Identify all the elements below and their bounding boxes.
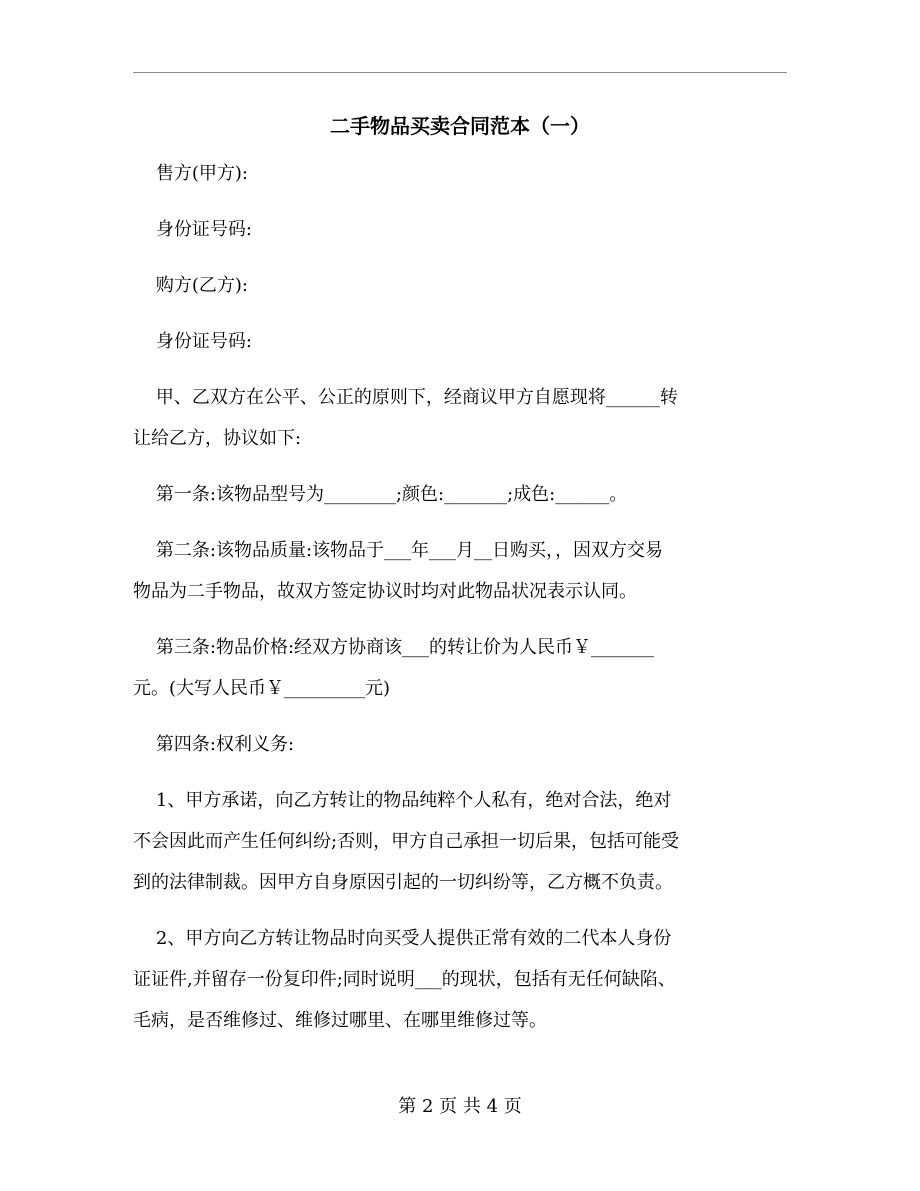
article-3-line-2: 元。(大写人民币￥_________元) bbox=[133, 678, 391, 699]
page-footer: 第 2 页 共 4 页 bbox=[398, 1096, 522, 1117]
clause-2-line-1: 2、甲方向乙方转让物品时向买受人提供正常有效的二代本人身份 bbox=[133, 928, 672, 949]
line-seller-id: 身份证号码: bbox=[133, 219, 252, 240]
line-seller: 售方(甲方): bbox=[133, 163, 248, 184]
article-2-line-2: 物品为二手物品，故双方签定协议时均对此物品状况表示认同。 bbox=[133, 581, 637, 602]
clause-1-line-3: 到的法律制裁。因甲方自身原因引起的一切纠纷等，乙方概不负责。 bbox=[133, 872, 673, 893]
article-3-line-1: 第三条:物品价格:经双方协商该___的转让价为人民币￥_______ bbox=[133, 637, 655, 658]
clause-1-line-2: 不会因此而产生任何纠纷;否则，甲方自己承担一切后果，包括可能受 bbox=[133, 831, 680, 852]
document-title: 二手物品买卖合同范本（一） bbox=[330, 114, 590, 138]
article-4: 第四条:权利义务: bbox=[133, 734, 295, 755]
clause-2-line-3: 毛病，是否维修过、维修过哪里、在哪里维修过等。 bbox=[133, 1010, 547, 1031]
article-1: 第一条:该物品型号为________;颜色:_______;成色:______。 bbox=[133, 484, 628, 505]
article-2-line-1: 第二条:该物品质量:该物品于___年___月__日购买，，因双方交易 bbox=[133, 540, 664, 561]
paragraph-intro-1: 甲、乙双方在公平、公正的原则下，经商议甲方自愿现将______转 bbox=[133, 387, 678, 408]
paragraph-intro-2: 让给乙方，协议如下: bbox=[133, 428, 302, 449]
clause-2-line-2: 证证件,并留存一份复印件;同时说明___的现状，包括有无任何缺陷、 bbox=[133, 969, 676, 990]
line-buyer: 购方(乙方): bbox=[133, 275, 248, 296]
line-buyer-id: 身份证号码: bbox=[133, 331, 252, 352]
clause-1-line-1: 1、甲方承诺，向乙方转让的物品纯粹个人私有，绝对合法，绝对 bbox=[133, 790, 672, 811]
header-rule bbox=[133, 72, 787, 73]
